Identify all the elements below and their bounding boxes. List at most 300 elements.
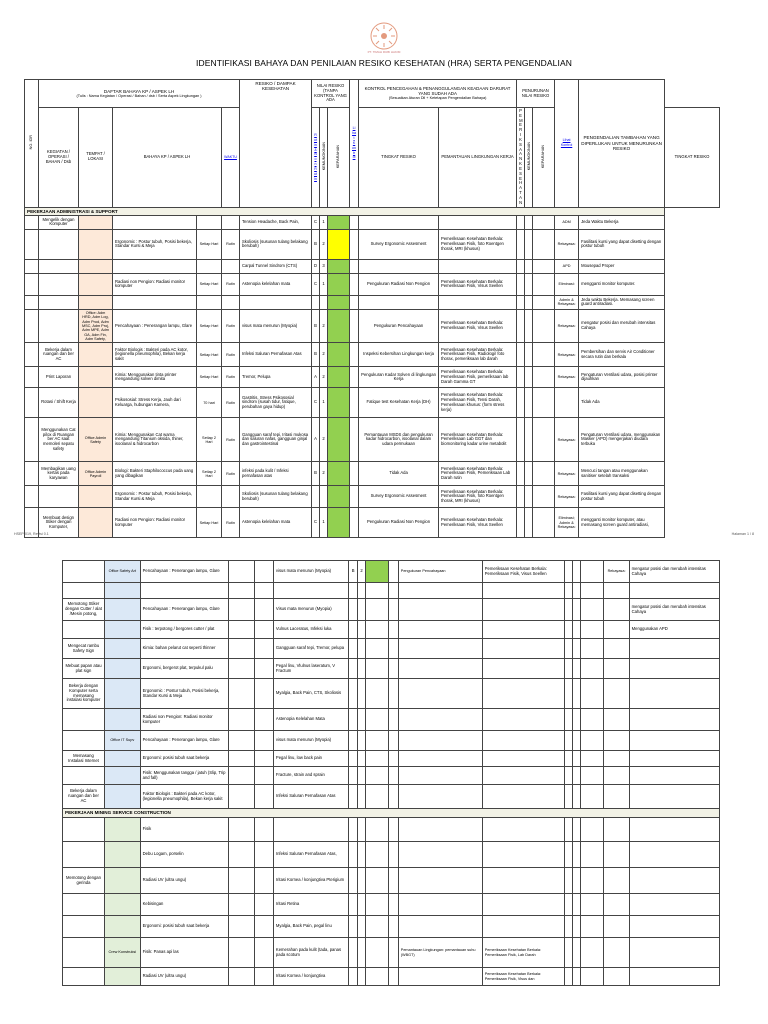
penurunan-cell: APD — [555, 259, 579, 273]
penurunan-cell: Rekayasa: — [555, 309, 579, 343]
keparahan-cell: 3 — [320, 259, 328, 273]
table-row — [63, 767, 720, 785]
keparahan-2-cell — [572, 767, 580, 785]
row-no-cell — [25, 462, 39, 486]
waktu-cell: Setiap Hari — [197, 273, 222, 295]
table-row — [25, 486, 720, 508]
table-row — [63, 731, 720, 751]
tingkat-2-cell — [581, 583, 604, 599]
table-row — [63, 583, 720, 599]
keparahan-cell — [357, 599, 365, 621]
resiko-cell: Pegal linu, Vlulnus laseratum, V Fractum — [273, 659, 349, 679]
row-no-cell — [25, 486, 39, 508]
row-no-cell — [25, 388, 39, 418]
table-row — [63, 842, 720, 868]
waktu-cell: Setiap Hari — [197, 343, 222, 367]
resiko-cell: Iritasi Kornea / konjungtiva — [273, 968, 349, 986]
keparahan-2-cell — [525, 309, 533, 343]
kemungkinan-2-cell — [517, 418, 525, 462]
tingkat-2-cell — [581, 659, 604, 679]
table-row — [63, 599, 720, 621]
pengendalian-cell: Tidak Ada — [579, 388, 665, 418]
table-row — [63, 751, 720, 767]
keparahan-2-cell — [572, 938, 580, 968]
header-tingkat-2: TINGKAT RESIKO — [665, 108, 720, 208]
keparahan-cell — [357, 621, 365, 639]
pemeriksaan-cell — [482, 916, 564, 938]
kemungkinan-2-cell — [564, 621, 572, 639]
keparahan-cell — [357, 679, 365, 709]
table-row — [25, 367, 720, 388]
kegiatan-cell: Memotong dengan gerinda — [63, 868, 105, 894]
tempat-cell — [79, 273, 113, 295]
tingkat-2-cell — [533, 273, 555, 295]
keparahan-2-cell — [572, 561, 580, 583]
keparahan-2-cell — [525, 295, 533, 309]
waktu-cell — [197, 215, 222, 229]
kemungkinan-2-cell — [564, 659, 572, 679]
pemeriksaan-cell — [482, 894, 564, 916]
pemantauan-cell: Pengukuran Radiasi Non Pengion — [359, 508, 439, 538]
pemantauan-cell: Pengukuran Pencahayaan — [359, 309, 439, 343]
tingkat-2-cell — [533, 367, 555, 388]
tingkat-resiko-cell — [328, 229, 350, 259]
lihat-cell — [389, 938, 398, 968]
keparahan-2-cell — [525, 418, 533, 462]
bahaya-cell: Kimia: Menggunakan Cat warna mengandung Titanium oksida, thiner, isoolanal & hidrocarbon — [113, 418, 197, 462]
kemungkinan-cell: C — [312, 215, 320, 229]
rutin-cell — [255, 709, 274, 731]
header-kontrol: KONTROL PENCEGAHAN & PENANGGULANGAN KEADAAN DARURAT YANG SUDAH ADA (Sesuaikan Aturan Dll + Ketetapan Pengendalian Bahaya) — [359, 80, 517, 108]
kemungkinan-2-cell — [564, 916, 572, 938]
tingkat-resiko-cell — [328, 295, 350, 309]
waktu-cell — [197, 259, 222, 273]
kegiatan-cell — [63, 916, 105, 938]
tingkat-2-cell — [581, 679, 604, 709]
lihat-cell — [389, 583, 398, 599]
tempat-cell — [104, 599, 140, 621]
keparahan-cell — [357, 842, 365, 868]
bahaya-cell: Kebisingan — [140, 894, 228, 916]
keparahan-2-cell — [525, 508, 533, 538]
keparahan-2-cell — [572, 599, 580, 621]
lihat-cell — [350, 343, 359, 367]
header-rutin[interactable]: Rutin & Non Rutin — [312, 108, 320, 208]
keparahan-cell: 2 — [357, 561, 365, 583]
header-keparahan-2: KEPARAHAN — [533, 108, 555, 208]
keparahan-2-cell — [525, 259, 533, 273]
resiko-cell: Iritasi Retina — [273, 894, 349, 916]
tempat-cell — [104, 818, 140, 842]
tempat-cell — [104, 583, 140, 599]
resiko-cell: Pegal linu, low back pain — [273, 751, 349, 767]
lihat-cell — [389, 868, 398, 894]
kemungkinan-2-cell — [564, 751, 572, 767]
header-pemantauan: PEMANTAUAN LINGKUNGAN KERJA — [439, 108, 517, 208]
pemantauan-cell: Survey Ergonomic Assesment — [359, 229, 439, 259]
tingkat-resiko-cell — [328, 508, 350, 538]
kegiatan-cell: Mengecat rambu Safety Sign — [63, 639, 105, 659]
pemeriksaan-cell: Pemeriksaan Kesehatan Berkala: Pemeriksaan Fisik, Pemeriksaan Lab Darah rutin — [439, 462, 517, 486]
resiko-cell: Visus mata menurun (Myopia) — [273, 599, 349, 621]
lihat-cell — [389, 561, 398, 583]
tingkat-resiko-cell — [366, 731, 389, 751]
waktu-cell: Setiap Hari — [197, 229, 222, 259]
penurunan-cell — [604, 916, 629, 938]
waktu-cell — [197, 295, 222, 309]
pemantauan-cell: Pemantauan Lingkungan: pemantauan suhu (WBGT) — [398, 938, 482, 968]
tingkat-resiko-cell — [328, 418, 350, 462]
resiko-cell: Carpal Tunnel Sindrom (CTS) — [240, 259, 312, 273]
pengendalian-cell: mengganti monitor komputer, atau memasang screen guard antiradiasi, — [579, 508, 665, 538]
tingkat-2-cell — [581, 561, 604, 583]
tingkat-2-cell — [581, 785, 604, 809]
tingkat-resiko-cell — [328, 367, 350, 388]
pengendalian-cell — [629, 731, 719, 751]
pemantauan-cell — [398, 709, 482, 731]
rutin-cell — [255, 659, 274, 679]
waktu-cell: 70 hari — [197, 388, 222, 418]
penurunan-cell — [604, 894, 629, 916]
pengendalian-cell: Fasilitasi kursi yang dapat disetting dengan postur tubuh — [579, 229, 665, 259]
kegiatan-cell — [63, 621, 105, 639]
pemeriksaan-cell: Pemeriksaan Kesehatan Berkala: Pemeriksaan Fisik, Lab Darah — [482, 938, 564, 968]
pemeriksaan-cell — [482, 868, 564, 894]
pemantauan-cell — [398, 818, 482, 842]
table-row — [63, 621, 720, 639]
kemungkinan-cell — [312, 486, 320, 508]
kegiatan-cell: Bekerja dengan Komputer serta memasang instalasi komputer — [63, 679, 105, 709]
tingkat-resiko-cell — [366, 639, 389, 659]
penurunan-cell — [604, 767, 629, 785]
tingkat-2-cell — [581, 894, 604, 916]
waktu-cell — [228, 659, 254, 679]
rutin-cell — [255, 583, 274, 599]
tingkat-2-cell — [533, 259, 555, 273]
tempat-cell: Crew Konstruksi — [104, 938, 140, 968]
table-row — [63, 659, 720, 679]
tingkat-resiko-cell — [366, 659, 389, 679]
kemungkinan-2-cell — [564, 561, 572, 583]
row-no-cell — [25, 367, 39, 388]
resiko-cell: Vulnus Laceratus, Infeksi luka — [273, 621, 349, 639]
section-row — [63, 809, 720, 818]
kemungkinan-2-cell — [517, 367, 525, 388]
pengendalian-cell: Mousepad Proper — [579, 259, 665, 273]
pengendalian-cell — [629, 767, 719, 785]
resiko-cell: infeksi pada kulit / Infeksi pernafasan atas — [240, 462, 312, 486]
tempat-cell — [104, 621, 140, 639]
tingkat-2-cell — [533, 215, 555, 229]
kemungkinan-cell — [349, 709, 357, 731]
keparahan-cell: 1 — [320, 388, 328, 418]
kemungkinan-2-cell — [517, 229, 525, 259]
kemungkinan-2-cell — [564, 599, 572, 621]
tingkat-resiko-cell — [328, 388, 350, 418]
pengendalian-cell — [629, 659, 719, 679]
keparahan-2-cell — [572, 842, 580, 868]
kemungkinan-2-cell — [517, 273, 525, 295]
keparahan-2-cell — [572, 639, 580, 659]
header-waktu[interactable]: WAKTU — [222, 108, 240, 208]
penurunan-cell: Rekayasa: — [555, 343, 579, 367]
pemantauan-cell: Survey Ergonomic Assesment — [359, 486, 439, 508]
bahaya-cell: Radiasi non Pengion: Radiasi monitor komputer — [113, 273, 197, 295]
resiko-cell: Infeksi Saluran Pernafasan Atas — [273, 785, 349, 809]
row-no-cell — [25, 343, 39, 367]
keparahan-2-cell — [572, 621, 580, 639]
keparahan-2-cell — [525, 367, 533, 388]
resiko-cell — [273, 818, 349, 842]
pengendalian-cell: mengganti monitor komputer. — [579, 273, 665, 295]
tingkat-resiko-cell — [366, 842, 389, 868]
tempat-cell — [79, 367, 113, 388]
page-gap — [0, 545, 768, 560]
kemungkinan-cell — [349, 621, 357, 639]
pemantauan-cell — [359, 295, 439, 309]
pemantauan-cell — [398, 639, 482, 659]
waktu-cell — [228, 731, 254, 751]
rutin-cell: Rutin — [222, 508, 240, 538]
bahaya-cell: Pencahayaan : Penerangan lampu, Glare — [140, 599, 228, 621]
keparahan-cell: 1 — [320, 215, 328, 229]
penurunan-cell — [604, 639, 629, 659]
pengendalian-cell — [629, 868, 719, 894]
kemungkinan-cell — [349, 639, 357, 659]
resiko-cell: Astenopia Kelelahan Mata — [273, 709, 349, 731]
kegiatan-cell — [39, 259, 79, 273]
kemungkinan-2-cell — [517, 486, 525, 508]
tempat-cell — [104, 894, 140, 916]
kemungkinan-cell — [349, 583, 357, 599]
pemeriksaan-cell — [482, 639, 564, 659]
rutin-cell — [255, 679, 274, 709]
kemungkinan-cell — [349, 968, 357, 986]
kemungkinan-cell — [312, 295, 320, 309]
pemeriksaan-cell — [482, 751, 564, 767]
pengendalian-cell: Jeda waktu Bekerja. Memasang screen guard antiradiasi. — [579, 295, 665, 309]
tingkat-resiko-cell — [328, 486, 350, 508]
kegiatan-cell: Rotasi / Shift Kerja — [39, 388, 79, 418]
resiko-cell — [273, 583, 349, 599]
rutin-cell: Rutin — [222, 273, 240, 295]
pemantauan-cell: Inspeksi Kebersihan Lingkungan kerja — [359, 343, 439, 367]
tingkat-2-cell — [533, 229, 555, 259]
kegiatan-cell: Bekerja dalam ruangan dan ber AC — [39, 343, 79, 367]
rutin-cell — [255, 785, 274, 809]
kemungkinan-2-cell — [517, 309, 525, 343]
resiko-cell: Gastritis, Stress Psikososial sindrom (susah tidur, fatique, perubahan gaya hidup) — [240, 388, 312, 418]
tingkat-2-cell — [533, 418, 555, 462]
kegiatan-cell: Menggunakan Cat pilox di Ruangan ber AC saat memoleri sepatu safety — [39, 418, 79, 462]
resiko-cell: Fracture, strain and sprain — [273, 767, 349, 785]
kemungkinan-2-cell — [564, 639, 572, 659]
pemeriksaan-cell: Pemeriksaan Kesehatan Berkala: Pemeriksaan Fisik, Tensi Darah, Pemeriksaan khusus: (form stress kerja) — [439, 388, 517, 418]
pemantauan-cell — [398, 599, 482, 621]
kegiatan-cell — [63, 767, 105, 785]
resiko-cell: visus mata menurun (Myopia) — [240, 309, 312, 343]
pemeriksaan-cell — [482, 785, 564, 809]
tingkat-resiko-cell — [366, 916, 389, 938]
header-kemungkinan-2: KEMUNGKINAN — [525, 108, 533, 208]
tingkat-2-cell — [581, 842, 604, 868]
kegiatan-cell: Membagikan uang kertas pada karyawan — [39, 462, 79, 486]
header-nilai: NILAI RESIKO (TANPA KONTROL YANG ADA — [312, 80, 350, 108]
resiko-cell: Gangguan saraf tepi, Tremor, pelupa — [273, 639, 349, 659]
rutin-cell — [255, 968, 274, 986]
kemungkinan-2-cell — [564, 731, 572, 751]
pengendalian-cell: mengatur posisi dan merubah intensitas Cahaya — [629, 561, 719, 583]
keparahan-2-cell — [572, 679, 580, 709]
kemungkinan-cell — [349, 679, 357, 709]
tempat-cell — [104, 785, 140, 809]
penurunan-cell — [604, 868, 629, 894]
lihat-cell — [350, 486, 359, 508]
kemungkinan-2-cell — [564, 842, 572, 868]
kemungkinan-cell: B — [312, 462, 320, 486]
waktu-cell — [228, 842, 254, 868]
kegiatan-cell — [63, 818, 105, 842]
bahaya-cell: Biologi: Bakteri Staphilococcus pada uang yang dibagikan — [113, 462, 197, 486]
row-no-cell — [25, 259, 39, 273]
penurunan-cell — [604, 659, 629, 679]
keparahan-cell — [357, 767, 365, 785]
rutin-cell — [255, 731, 274, 751]
keparahan-cell: 2 — [320, 229, 328, 259]
waktu-cell — [228, 599, 254, 621]
kemungkinan-2-cell — [564, 868, 572, 894]
tingkat-2-cell — [533, 462, 555, 486]
tingkat-2-cell — [581, 767, 604, 785]
waktu-cell — [197, 486, 222, 508]
tempat-cell — [104, 916, 140, 938]
resiko-cell: visus mata menurun (Myopia) — [273, 731, 349, 751]
tingkat-2-cell — [581, 868, 604, 894]
kegiatan-cell: Print Laporan — [39, 367, 79, 388]
pengendalian-cell: Pengaturan Ventilasi udara, posisi printer dijauhkan — [579, 367, 665, 388]
keparahan-2-cell — [572, 894, 580, 916]
lihat-cell — [389, 659, 398, 679]
rutin-cell — [222, 295, 240, 309]
waktu-cell — [228, 709, 254, 731]
kemungkinan-2-cell — [564, 709, 572, 731]
lihat-cell — [389, 599, 398, 621]
pengendalian-cell: Mencuci tangan atau menggunakan sanitiser setelah transaksi — [579, 462, 665, 486]
tingkat-resiko-cell — [328, 215, 350, 229]
bahaya-cell: Psikososial: Stress Kerja, Jauh dari Keluarga, hubungan Kamera, — [113, 388, 197, 418]
tingkat-resiko-cell — [366, 751, 389, 767]
kemungkinan-cell — [349, 894, 357, 916]
pemeriksaan-cell — [482, 709, 564, 731]
tempat-cell — [79, 343, 113, 367]
hra-table-page-1 — [24, 79, 720, 538]
table-row — [63, 938, 720, 968]
keparahan-2-cell — [572, 968, 580, 986]
tingkat-2-cell — [533, 295, 555, 309]
table-row — [25, 259, 720, 273]
lihat-cell — [350, 367, 359, 388]
rutin-cell: Rutin — [222, 309, 240, 343]
table-row — [63, 679, 720, 709]
table-row — [25, 215, 720, 229]
kegiatan-cell — [63, 731, 105, 751]
penurunan-cell — [604, 751, 629, 767]
lihat-cell — [389, 639, 398, 659]
pengendalian-cell: Menggunakan APD — [629, 621, 719, 639]
pemantauan-cell — [398, 916, 482, 938]
lihat-cell — [389, 842, 398, 868]
bahaya-cell — [113, 259, 197, 273]
tempat-cell — [104, 868, 140, 894]
tempat-cell — [104, 751, 140, 767]
tempat-cell — [79, 295, 113, 309]
penurunan-cell — [604, 621, 629, 639]
rutin-cell — [222, 486, 240, 508]
bahaya-cell: Pencahayaan : Penerangan lampu, Glare — [140, 561, 228, 583]
keparahan-2-cell — [572, 731, 580, 751]
rutin-cell: Rutin — [222, 418, 240, 462]
penurunan-cell: Eliminasi: — [555, 273, 579, 295]
kemungkinan-cell — [349, 842, 357, 868]
kemungkinan-cell — [349, 868, 357, 894]
tempat-cell: Office: Adm HRD, Adm Log, Adm Prod, Adm MSC, Adm Proj, Adm MPE, Adm GA, Adm Fin, Adm Safety, — [79, 309, 113, 343]
table-row — [25, 295, 720, 309]
lihat-cell — [389, 709, 398, 731]
penurunan-cell — [604, 785, 629, 809]
pemantauan-cell — [398, 767, 482, 785]
lihat-cell — [350, 388, 359, 418]
rutin-cell: Rutin — [222, 343, 240, 367]
kegiatan-cell — [63, 709, 105, 731]
lihat-kontrol-link[interactable]: Lihat Kontrol — [350, 80, 359, 208]
keparahan-cell: 2 — [320, 462, 328, 486]
bahaya-cell: Radiasi non Pengion: Radiasi monitor komputer — [140, 709, 228, 731]
pemantauan-cell — [398, 785, 482, 809]
bahaya-cell: Ergonomic : Postur tubuh, Posisi bekerja, Standar Kursi & Meja — [113, 486, 197, 508]
table-row — [25, 273, 720, 295]
penurunan-cell: Admin & Rekayasa: — [555, 295, 579, 309]
tingkat-resiko-cell — [328, 259, 350, 273]
kemungkinan-2-cell — [564, 938, 572, 968]
keparahan-2-cell — [572, 916, 580, 938]
bahaya-cell: Radiasi UV (ultra ungu) — [140, 868, 228, 894]
resiko-cell: Infeksi Saluran Pernafasan Atas, — [273, 842, 349, 868]
keparahan-2-cell — [572, 709, 580, 731]
penurunan-cell — [604, 731, 629, 751]
pemantauan-cell — [398, 968, 482, 986]
kemungkinan-cell — [349, 938, 357, 968]
table-row — [25, 229, 720, 259]
penurunan-cell: Rekayasa: — [555, 486, 579, 508]
penurunan-cell: Rekayasa: — [555, 229, 579, 259]
rutin-cell: Rutin — [222, 388, 240, 418]
lihat-kontrol-link-2[interactable]: Lihat Kontrol — [555, 80, 579, 208]
resiko-cell: Astenopia kelelahan mata — [240, 508, 312, 538]
tempat-cell: Office IT Supv — [104, 731, 140, 751]
tingkat-2-cell — [581, 751, 604, 767]
rutin-cell — [255, 751, 274, 767]
pengendalian-cell: Pengaturan Ventilasi udara, menggunakan Masker (APD) mengerjakan diudara terbuka — [579, 418, 665, 462]
tingkat-2-cell — [533, 508, 555, 538]
tempat-cell — [104, 639, 140, 659]
tingkat-2-cell — [581, 731, 604, 751]
penurunan-cell — [604, 583, 629, 599]
header-tempat: TEMPAT / LOKASI — [79, 108, 113, 208]
penurunan-cell — [604, 599, 629, 621]
kemungkinan-2-cell — [517, 295, 525, 309]
header-kegiatan: KEGIATAN / OPERASI / BAHAN / Dsb — [39, 108, 79, 208]
pengendalian-cell: Jeda Waktu Bekerja — [579, 215, 665, 229]
